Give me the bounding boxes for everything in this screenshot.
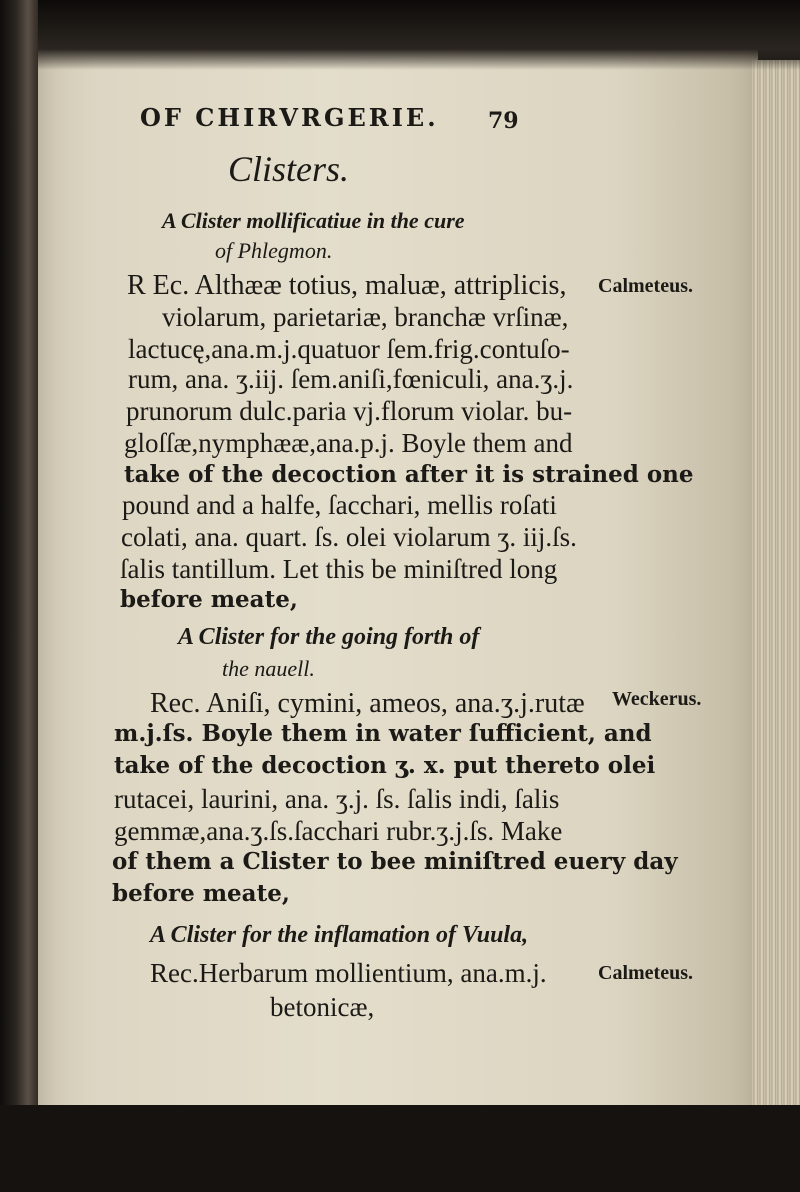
book-binding xyxy=(0,0,40,1192)
body-line: prunorum dulc.paria vj.florum violar. bu- xyxy=(126,396,573,426)
body-line: Rec. Aniſi, cymini, ameos, ana.ʒ.j.rutæ xyxy=(150,688,585,719)
margin-note: Calmeteus. xyxy=(598,275,693,297)
body-line: before meate, xyxy=(120,586,298,613)
body-line: before meate, xyxy=(112,880,290,907)
recipe-title: A Clister for the inflamation of Vuula, xyxy=(150,922,529,948)
recipe-title: A Clister mollificatiue in the cure xyxy=(162,208,465,233)
margin-note: Weckerus. xyxy=(612,688,702,710)
body-line: take of the decoction after it is strained one xyxy=(124,461,694,488)
section-heading: Clisters. xyxy=(228,149,350,189)
body-line: pound and a halfe, ſacchari, mellis roſati xyxy=(122,490,557,520)
body-line: take of the decoction ʒ. x. put thereto olei xyxy=(114,752,656,779)
body-line: of them a Clister to bee miniſtred euery day xyxy=(112,848,678,875)
recipe-title: A Clister for the going forth of xyxy=(178,624,480,650)
body-line: violarum, parietariæ, branchæ vrſinæ, xyxy=(162,302,569,332)
page-edges xyxy=(752,60,800,1105)
body-line: ſalis tantillum. Let this be miniſtred long xyxy=(120,554,558,584)
margin-note: Calmeteus. xyxy=(598,962,693,984)
body-line: colati, ana. quart. ſs. olei violarum ʒ. iij.ſs. xyxy=(121,522,577,552)
recipe-title: the nauell. xyxy=(222,656,315,681)
bottom-background xyxy=(0,1105,800,1192)
body-line: Rec.Herbarum mollientium, ana.m.j. xyxy=(150,958,547,988)
body-line: betonicæ, xyxy=(270,992,375,1022)
body-line: gloſſæ,nymphææ,ana.p.j. Boyle them and xyxy=(124,428,573,458)
body-line: R Ec. Althææ totius, maluæ, attriplicis, xyxy=(127,270,567,301)
recipe-title: of Phlegmon. xyxy=(215,238,333,263)
body-line: rum, ana. ʒ.iij. ſem.aniſi,fœniculi, ana.ʒ.j. xyxy=(128,364,574,394)
running-title: OF CHIRVRGERIE. xyxy=(140,103,439,132)
page-number: 79 xyxy=(488,108,519,134)
top-shadow xyxy=(38,0,800,70)
body-line: rutacei, laurini, ana. ʒ.j. ſs. ſalis indi, ſalis xyxy=(114,784,560,814)
body-line: lactucę,ana.m.j.quatuor ſem.frig.contuſo- xyxy=(128,334,570,364)
body-line: gemmæ,ana.ʒ.ſs.ſacchari rubr.ʒ.j.ſs. Make xyxy=(114,816,563,846)
body-line: m.j.ſs. Boyle them in water ſufficient, and xyxy=(114,720,652,747)
